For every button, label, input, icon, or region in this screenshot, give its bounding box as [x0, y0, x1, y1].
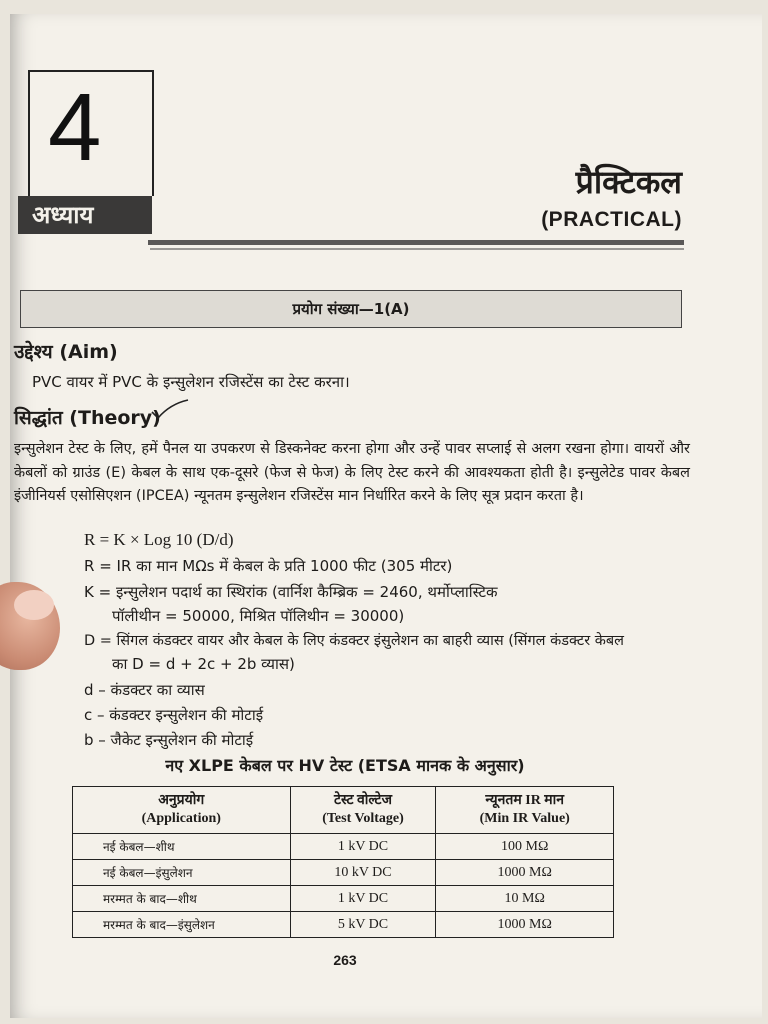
cell-min-ir: 1000 MΩ: [436, 860, 614, 886]
table-title: नए XLPE केबल पर HV टेस्ट (ETSA मानक के अनुसार): [165, 756, 525, 775]
table-row: [73, 860, 614, 886]
chapter-rule: [148, 240, 684, 245]
fingernail-image: [14, 590, 54, 620]
table-row: [73, 912, 614, 938]
definition-r: R = IR का मान MΩs में केबल के प्रति 1000 फीट (305 मीटर): [84, 557, 453, 575]
header-test-voltage-english: (Test Voltage): [322, 811, 404, 826]
header-min-ir-english: (Min IR Value): [479, 811, 570, 826]
definition-d: D = सिंगल कंडक्टर वायर और केबल के लिए कंडक्टर इंसुलेशन का बाहरी व्यास (सिंगल कंडक्टर केबल: [84, 633, 624, 649]
cell-min-ir: 1000 MΩ: [436, 912, 614, 938]
cell-application: मरम्मत के बाद—शीथ: [73, 886, 291, 912]
aim-heading: उद्देश्य (Aim): [14, 341, 118, 363]
page-number: 263: [333, 952, 357, 968]
cell-application: मरम्मत के बाद—इंसुलेशन: [73, 912, 291, 938]
definition-k-cont: पॉलीथीन = 50000, मिश्रित पॉलिथीन = 30000): [112, 607, 405, 625]
table-row: [73, 834, 614, 860]
formula: R = K × Log 10 (D/d): [84, 530, 234, 549]
definition-small-d: d – कंडक्टर का व्यास: [84, 681, 205, 699]
header-application: [73, 787, 291, 834]
chapter-rule-thin: [150, 248, 684, 250]
header-test-voltage: [290, 787, 436, 834]
header-application-english: (Application): [141, 811, 221, 826]
header-min-ir-hindi: न्यूनतम IR मान: [485, 793, 565, 808]
cell-test-voltage: 10 kV DC: [290, 860, 436, 886]
chapter-title-english: (PRACTICAL): [541, 208, 682, 231]
aim-text: PVC वायर में PVC के इन्सुलेशन रजिस्टेंस का टेस्ट करना।: [32, 373, 350, 391]
cell-min-ir: 10 MΩ: [436, 886, 614, 912]
table-row: [73, 886, 614, 912]
definition-c: c – कंडक्टर इन्सुलेशन की मोटाई: [84, 706, 264, 724]
cell-test-voltage: 1 kV DC: [290, 886, 436, 912]
theory-heading: सिद्धांत (Theory): [14, 407, 161, 429]
chapter-title-hindi: प्रैक्टिकल: [575, 163, 682, 201]
cell-test-voltage: 1 kV DC: [290, 834, 436, 860]
theory-paragraph: इन्सुलेशन टेस्ट के लिए, हमें पैनल या उपकरण से डिस्कनेक्ट करना होगा और उन्हें पावर सप्लाई से अलग रखना होगा। वायरों और केबलों को ग्राउंड (E) केबल के साथ एक-दूसरे (फेज से फेज) के लिए टेस्ट करने की आवश्यकता होती है। इन्सुलेटेड पावर केबल इंजीनियर्स एसोसिएशन (IPCEA) न्यूनतम इन्सुलेशन रजिस्टेंस मान निर्धारित करने के लिए सूत्र प्रदान करता है।: [14, 441, 690, 504]
cell-application: नई केबल—इंसुलेशन: [73, 860, 291, 886]
cell-min-ir: 100 MΩ: [436, 834, 614, 860]
cell-application: नई केबल—शीथ: [73, 834, 291, 860]
definition-k: K = इन्सुलेशन पदार्थ का स्थिरांक (वार्निश कैम्ब्रिक = 2460, थर्मोप्लास्टिक: [84, 583, 498, 601]
definition-b: b – जैकेट इन्सुलेशन की मोटाई: [84, 731, 254, 749]
header-application-hindi: अनुप्रयोग: [158, 793, 205, 808]
chapter-number: 4: [48, 74, 102, 181]
checkmark-icon: [150, 398, 190, 422]
definition-d-cont: का D = d + 2c + 2b व्यास): [112, 655, 295, 673]
table-header-row: [73, 787, 614, 834]
header-test-voltage-hindi: टेस्ट वोल्टेज: [333, 793, 392, 808]
chapter-label: अध्याय: [32, 201, 94, 229]
hv-test-table: [72, 786, 614, 938]
cell-test-voltage: 5 kV DC: [290, 912, 436, 938]
header-min-ir: [436, 787, 614, 834]
experiment-number-box: प्रयोग संख्या—1(A): [20, 290, 682, 328]
